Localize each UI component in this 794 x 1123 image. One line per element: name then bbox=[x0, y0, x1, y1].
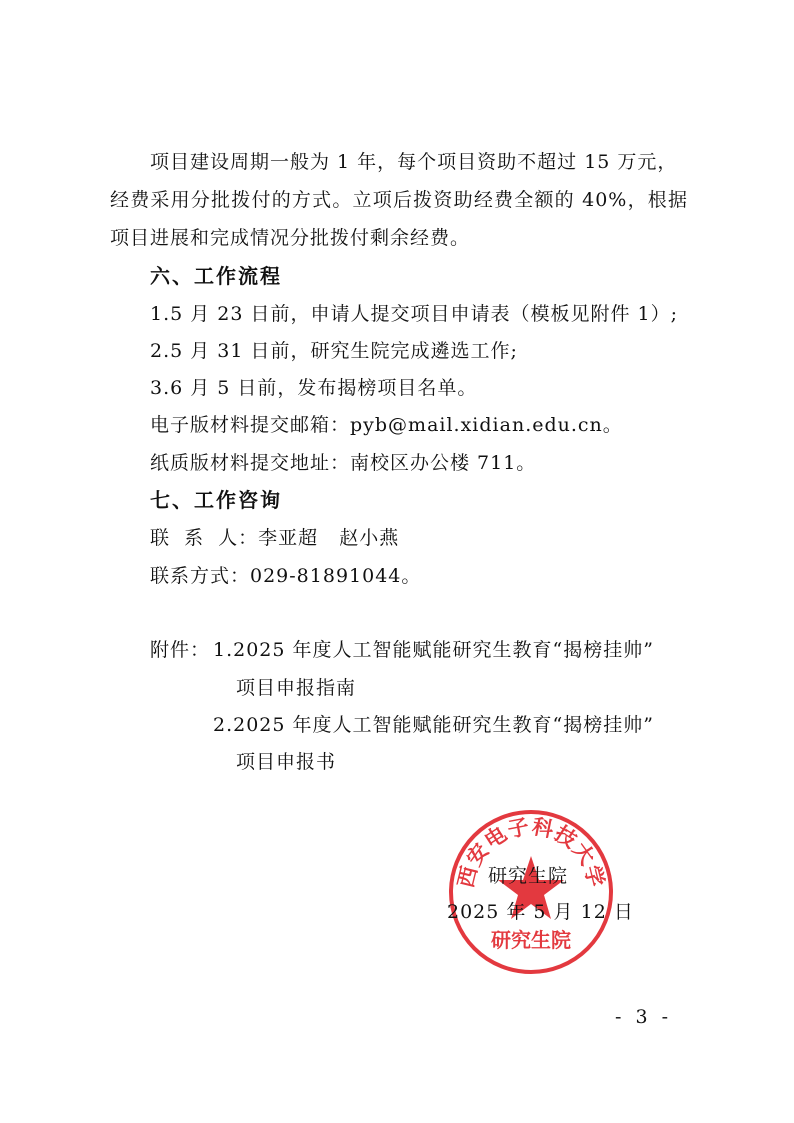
address-line: 纸质版材料提交地址：南校区办公楼 711。 bbox=[150, 452, 537, 474]
official-seal bbox=[447, 808, 615, 976]
signature-date: 2025 年 5 月 12 日 bbox=[447, 901, 634, 923]
paragraph-line: 经费采用分批拨付的方式。立项后拨资助经费全额的 40%，根据 bbox=[110, 189, 688, 211]
paragraph-line: 项目建设周期一般为 1 年，每个项目资助不超过 15 万元， bbox=[150, 151, 678, 173]
seal-inner-text: 研究生院 bbox=[491, 928, 571, 952]
workflow-step: 1.5 月 23 日前，申请人提交项目申请表（模板见附件 1）; bbox=[150, 303, 679, 325]
contact-line: 联 系 人：李亚超 赵小燕 bbox=[150, 527, 400, 549]
attachment-item: 1.2025 年度人工智能赋能研究生教育“揭榜挂帅” bbox=[213, 639, 654, 661]
attachment-item-continued: 项目申报指南 bbox=[236, 677, 357, 699]
paragraph-line: 项目进展和完成情况分批拨付剩余经费。 bbox=[110, 227, 471, 249]
attachment-item-continued: 项目申报书 bbox=[236, 751, 337, 773]
workflow-step: 2.5 月 31 日前，研究生院完成遴选工作; bbox=[150, 340, 518, 362]
attachment-item: 2.2025 年度人工智能赋能研究生教育“揭榜挂帅” bbox=[213, 714, 654, 736]
section-heading-workflow: 六、工作流程 bbox=[150, 264, 282, 288]
section-heading-consultation: 七、工作咨询 bbox=[150, 488, 282, 512]
workflow-step: 3.6 月 5 日前，发布揭榜项目名单。 bbox=[150, 377, 478, 399]
page-number: - 3 - bbox=[615, 1006, 673, 1028]
email-line: 电子版材料提交邮箱：pyb@mail.xidian.edu.cn。 bbox=[150, 414, 623, 436]
attachments-label: 附件： bbox=[150, 639, 211, 661]
signature-org: 研究生院 bbox=[488, 865, 569, 887]
phone-line: 联系方式：029-81891044。 bbox=[150, 565, 422, 587]
seal-outer-text: 西安电子科技大学 bbox=[453, 814, 609, 891]
